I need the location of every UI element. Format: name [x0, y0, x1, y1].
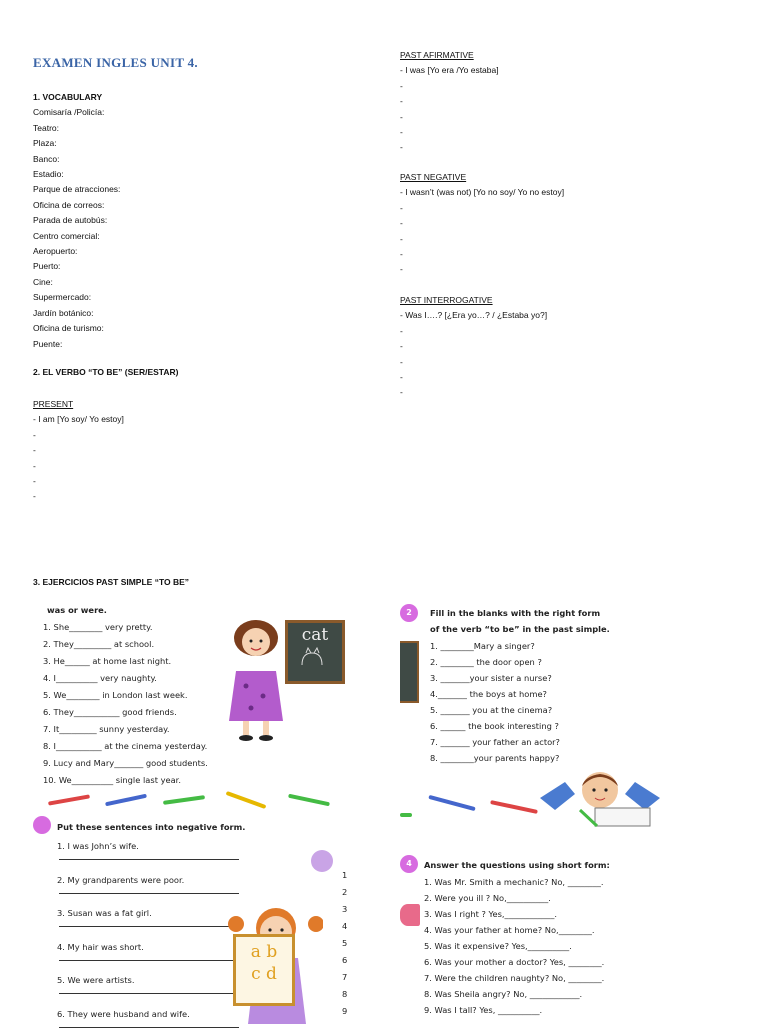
girl-illustration — [221, 616, 291, 746]
past-interrogative-section — [400, 293, 547, 401]
pencil-icon — [163, 795, 205, 805]
verb-heading: 2. EL VERBO “TO BE” (SER/ESTAR) — [33, 367, 179, 377]
exercise-item: 3. _______your sister a nurse? — [430, 673, 552, 683]
past-interrogative-dash: - — [400, 387, 403, 398]
exercise-item: 4. My hair was short. — [57, 941, 144, 952]
answer-line — [59, 992, 239, 994]
exercise-item: 2. My grandparents were poor. — [57, 874, 185, 885]
exercise-item: 6. ______ the book interesting ? — [430, 721, 559, 731]
past-negative-dash: - — [400, 248, 403, 259]
vocabulary-section — [33, 90, 120, 352]
side-number: 5 — [342, 938, 348, 948]
exercise-item: 1. She________ very pretty. — [43, 622, 153, 632]
exercise-item: 4. I__________ very naughty. — [43, 673, 157, 683]
vocabulary-item: Comisaría /Policía: — [33, 107, 105, 118]
vocabulary-item: Plaza: — [33, 138, 57, 149]
exercise-item: 5. _______ you at the cinema? — [430, 705, 553, 715]
exercise-item: 3. Was I right ? Yes,____________. — [424, 909, 557, 919]
exercise-item: 9. Lucy and Mary_______ good students. — [43, 758, 208, 768]
past-affirmative-first: - I was [Yo era /Yo estaba] — [400, 65, 499, 76]
pencil-icon — [428, 795, 475, 811]
worksheet-fill-in-blanks — [400, 603, 675, 828]
answer-line — [59, 892, 239, 894]
exercise-item: 7. Were the children naughty? No, ________. — [424, 973, 605, 983]
answer-line — [59, 1026, 239, 1028]
answer-line — [59, 959, 239, 961]
present-dash: - — [33, 460, 36, 471]
pencil-icon — [48, 794, 90, 805]
exercise-number-badge: 2 — [400, 604, 418, 622]
past-negative-section — [400, 170, 564, 278]
chalkboard-word: cat — [301, 625, 329, 645]
side-number: 2 — [342, 887, 348, 897]
pencil-icon — [105, 794, 147, 807]
past-negative-dash: - — [400, 202, 403, 213]
exercise-item: 2. They_________ at school. — [43, 639, 155, 649]
boy-writing-illustration — [535, 768, 665, 830]
vocabulary-item: Centro comercial: — [33, 230, 100, 241]
ex2-header-1: Fill in the blanks with the right form — [430, 608, 601, 618]
exercise-item: 7. It_________ sunny yesterday. — [43, 724, 170, 734]
past-affirmative-dash: - — [400, 142, 403, 153]
present-dash: - — [33, 475, 36, 486]
present-dash: - — [33, 429, 36, 440]
vocabulary-item: Estadio: — [33, 169, 64, 180]
exercise-item: 1. I was John’s wife. — [57, 841, 139, 851]
past-affirmative-dash: - — [400, 126, 403, 137]
past-negative-dash: - — [400, 264, 403, 275]
past-affirmative-dash: - — [400, 111, 403, 122]
vocabulary-heading: 1. VOCABULARY — [33, 92, 103, 102]
vocabulary-item: Puerto: — [33, 261, 61, 272]
board-letters-top: a b — [250, 942, 278, 962]
answer-line — [59, 858, 239, 860]
exercise-item: 8. ________your parents happy? — [430, 753, 560, 763]
exercise-item: 2. Were you ill ? No,__________. — [424, 893, 551, 903]
worksheet-was-or-were — [33, 598, 348, 808]
vocabulary-item: Aeropuerto: — [33, 246, 78, 257]
ex3-header: Put these sentences into negative form. — [57, 822, 246, 832]
exercise-number-badge: 4 — [400, 855, 418, 873]
worksheet-negative-form — [33, 812, 363, 1024]
vocabulary-item: Supermercado: — [33, 292, 92, 303]
vocabulary-list — [33, 105, 120, 352]
past-affirmative-dash: - — [400, 96, 403, 107]
vocabulary-item: Puente: — [33, 338, 63, 349]
chalkboard — [285, 620, 345, 684]
worksheet-short-answers — [400, 848, 675, 1024]
past-interrogative-dash: - — [400, 341, 403, 352]
vocabulary-item: Jardín botánico: — [33, 307, 94, 318]
ball-icon — [311, 850, 333, 872]
chalkboard-edge — [400, 641, 419, 703]
pencil-icon — [288, 794, 330, 807]
exercise-item: 7. _______ your father an actor? — [430, 737, 560, 747]
exercise-item: 4._______ the boys at home? — [430, 689, 547, 699]
exercise-item: 5. We were artists. — [57, 975, 135, 985]
past-negative-label: PAST NEGATIVE — [400, 172, 467, 182]
exercises-heading: 3. EJERCICIOS PAST SIMPLE “TO BE” — [33, 577, 190, 587]
exercise-item: 6. They___________ good friends. — [43, 707, 177, 717]
vocabulary-item: Banco: — [33, 153, 60, 164]
ex2-header-2: of the verb “to be” in the past simple. — [430, 624, 610, 634]
past-interrogative-label: PAST INTERROGATIVE — [400, 295, 493, 305]
ex1-header: was or were. — [47, 605, 107, 615]
present-dash: - — [33, 445, 36, 456]
ex4-header: Answer the questions using short form: — [424, 860, 610, 870]
exercise-item: 10. We__________ single last year. — [43, 775, 181, 785]
exercise-badge-icon — [33, 816, 51, 834]
past-negative-dash: - — [400, 218, 403, 229]
exercise-item: 1. Was Mr. Smith a mechanic? No, ________. — [424, 877, 604, 887]
exercise-item: 8. I___________ at the cinema yesterday. — [43, 741, 208, 751]
exercise-item: 6. They were husband and wife. — [57, 1008, 190, 1019]
exercise-item: 2. ________ the door open ? — [430, 657, 542, 667]
exercise-item: 5. We________ in London last week. — [43, 690, 188, 700]
past-interrogative-dash: - — [400, 371, 403, 382]
past-interrogative-dash: - — [400, 325, 403, 336]
pencil-icon — [400, 813, 412, 817]
exercise-item: 5. Was it expensive? Yes,__________. — [424, 941, 572, 951]
past-interrogative-dash: - — [400, 356, 403, 367]
side-number: 4 — [342, 921, 348, 931]
side-number: 9 — [342, 1006, 348, 1016]
past-negative-dash: - — [400, 233, 403, 244]
pencil-icon — [226, 791, 267, 809]
present-section — [33, 397, 124, 505]
bow-icon — [400, 904, 420, 926]
past-affirmative-dash: - — [400, 80, 403, 91]
side-number: 6 — [342, 955, 348, 965]
present-dash: - — [33, 491, 36, 502]
answer-line — [59, 925, 239, 927]
present-first: - I am [Yo soy/ Yo estoy] — [33, 414, 124, 425]
exercise-item: 8. Was Sheila angry? No, ____________. — [424, 989, 583, 999]
vocabulary-item: Oficina de turismo: — [33, 323, 104, 334]
cat-drawing-icon — [288, 645, 336, 669]
vocabulary-item: Parque de atracciones: — [33, 184, 121, 195]
present-label: PRESENT — [33, 399, 74, 409]
vocabulary-item: Oficina de correos: — [33, 199, 105, 210]
exercise-item: 6. Was your mother a doctor? Yes, ________. — [424, 957, 605, 967]
side-number: 7 — [342, 972, 348, 982]
side-number: 3 — [342, 904, 348, 914]
side-number: 1 — [342, 870, 348, 880]
past-affirmative-label: PAST AFIRMATIVE — [400, 50, 474, 60]
vocabulary-item: Cine: — [33, 276, 53, 287]
vocabulary-item: Teatro: — [33, 122, 59, 133]
past-affirmative-section — [400, 48, 499, 156]
board-letters-bottom: c d — [251, 964, 277, 984]
past-interrogative-first: - Was I….? [¿Era yo…? / ¿Estaba yo?] — [400, 310, 548, 321]
vocabulary-item: Parada de autobús: — [33, 215, 108, 226]
alphabet-board — [233, 934, 295, 1006]
exercise-item: 9. Was I tall? Yes, __________. — [424, 1005, 543, 1015]
page-title: EXAMEN INGLES UNIT 4. — [33, 55, 198, 70]
side-number: 8 — [342, 989, 348, 999]
past-negative-first: - I wasn’t (was not) [Yo no soy/ Yo no estoy] — [400, 187, 565, 198]
exercise-item: 3. Susan was a fat girl. — [57, 908, 152, 918]
exercise-item: 1. ________Mary a singer? — [430, 641, 535, 651]
exercise-item: 3. He______ at home last night. — [43, 656, 172, 666]
pencil-icon — [490, 800, 538, 814]
exercise-item: 4. Was your father at home? No,________. — [424, 925, 595, 935]
